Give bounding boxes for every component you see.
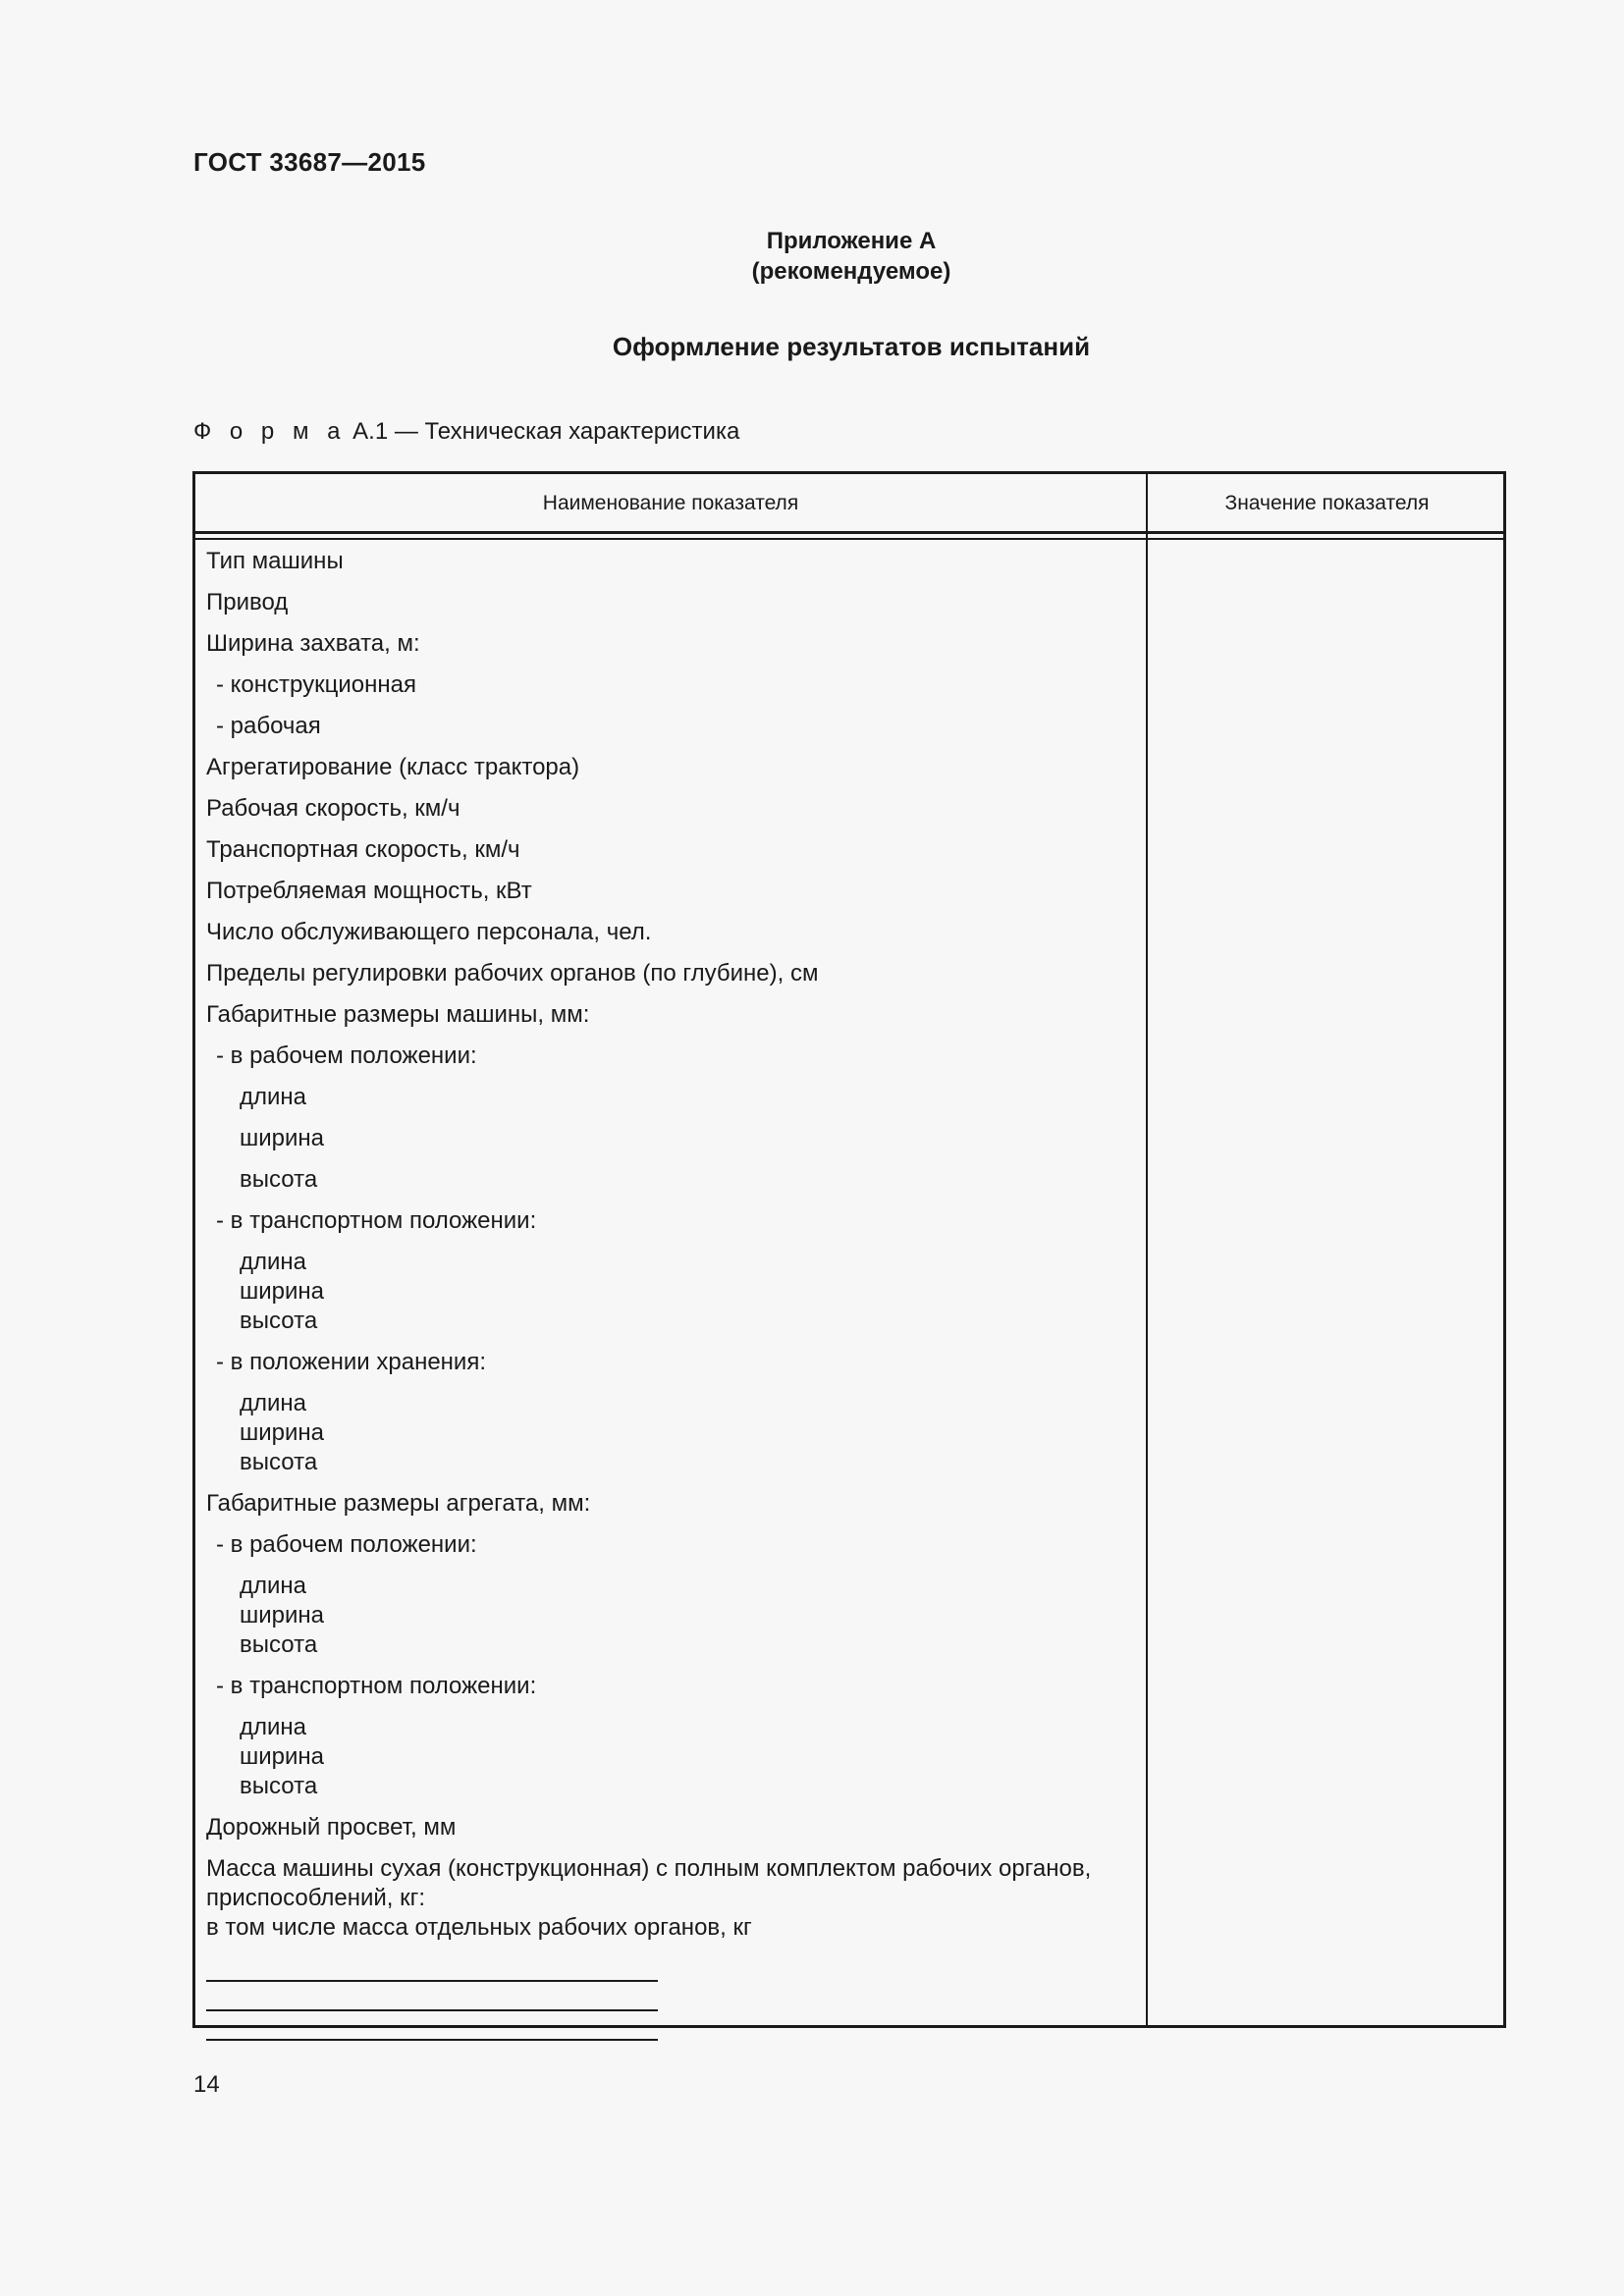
table-row: ширина <box>240 1602 325 1629</box>
table-row: - в рабочем положении: <box>216 1531 477 1558</box>
technical-characteristics-table <box>192 471 1506 2028</box>
table-row: Масса машины сухая (конструкционная) с полным комплектом рабочих органов, приспособлений, кг: <box>206 1855 1092 1911</box>
table-row: ширина <box>240 1419 325 1446</box>
table-row: Транспортная скорость, км/ч <box>206 836 520 863</box>
table-row: высота <box>240 1631 318 1658</box>
table-row: - в рабочем положении: <box>216 1042 477 1069</box>
table-row: Пределы регулировки рабочих органов (по глубине), см <box>206 960 819 987</box>
table-row: - рабочая <box>216 713 321 739</box>
table-row: длина <box>240 1714 307 1740</box>
table-row: длина <box>240 1390 307 1416</box>
table-row: длина <box>240 1084 307 1110</box>
blank-fill-line <box>206 2011 658 2041</box>
table-row: длина <box>240 1573 307 1599</box>
blank-fill-line <box>206 1982 658 2011</box>
document-code: ГОСТ 33687—2015 <box>193 147 426 177</box>
form-caption <box>193 418 739 446</box>
table-row: высота <box>240 1449 318 1475</box>
table-row: Тип машины <box>206 548 344 574</box>
appendix-status: (рекомендуемое) <box>751 258 951 285</box>
table-row: ширина <box>240 1743 325 1770</box>
table-row: Привод <box>206 589 289 615</box>
table-row: - в транспортном положении: <box>216 1207 537 1234</box>
table-row: Число обслуживающего персонала, чел. <box>206 919 652 945</box>
header-indicator-value: Значение показателя <box>1224 492 1430 514</box>
table-row: высота <box>240 1773 318 1799</box>
table-rows <box>206 541 1139 2041</box>
form-caption-text: А.1 — Техническая характеристика <box>346 418 740 445</box>
appendix-heading <box>193 226 1509 287</box>
table-row: - конструкционная <box>216 671 416 698</box>
column-divider <box>1146 474 1148 2025</box>
table-row: высота <box>240 1308 318 1334</box>
table-row: высота <box>240 1166 318 1193</box>
table-row: Потребляемая мощность, кВт <box>206 878 532 904</box>
table-row: Ширина захвата, м: <box>206 630 420 657</box>
appendix-title: Приложение А <box>766 228 937 254</box>
table-row: длина <box>240 1249 307 1275</box>
table-row: Рабочая скорость, км/ч <box>206 795 460 822</box>
table-row: Габаритные размеры агрегата, мм: <box>206 1490 591 1517</box>
page-number: 14 <box>193 2071 220 2098</box>
table-row: Дорожный просвет, мм <box>206 1814 457 1841</box>
header-rule <box>195 531 1503 534</box>
blank-fill-line <box>206 1952 658 1982</box>
header-indicator-name: Наименование показателя <box>542 492 799 514</box>
form-caption-prefix: Ф о р м а <box>193 418 347 445</box>
table-row: ширина <box>240 1125 325 1151</box>
table-row: ширина <box>240 1278 325 1305</box>
table-row: - в транспортном положении: <box>216 1673 537 1699</box>
table-row: в том числе масса отдельных рабочих органов, кг <box>206 1914 752 1941</box>
section-title: Оформление результатов испытаний <box>612 332 1091 361</box>
table-row: - в положении хранения: <box>216 1349 487 1375</box>
blank-fill-lines <box>206 1949 1139 2041</box>
table-row: Габаритные размеры машины, мм: <box>206 1001 590 1028</box>
header-rule-double <box>195 538 1503 540</box>
table-row: Агрегатирование (класс трактора) <box>206 754 580 780</box>
